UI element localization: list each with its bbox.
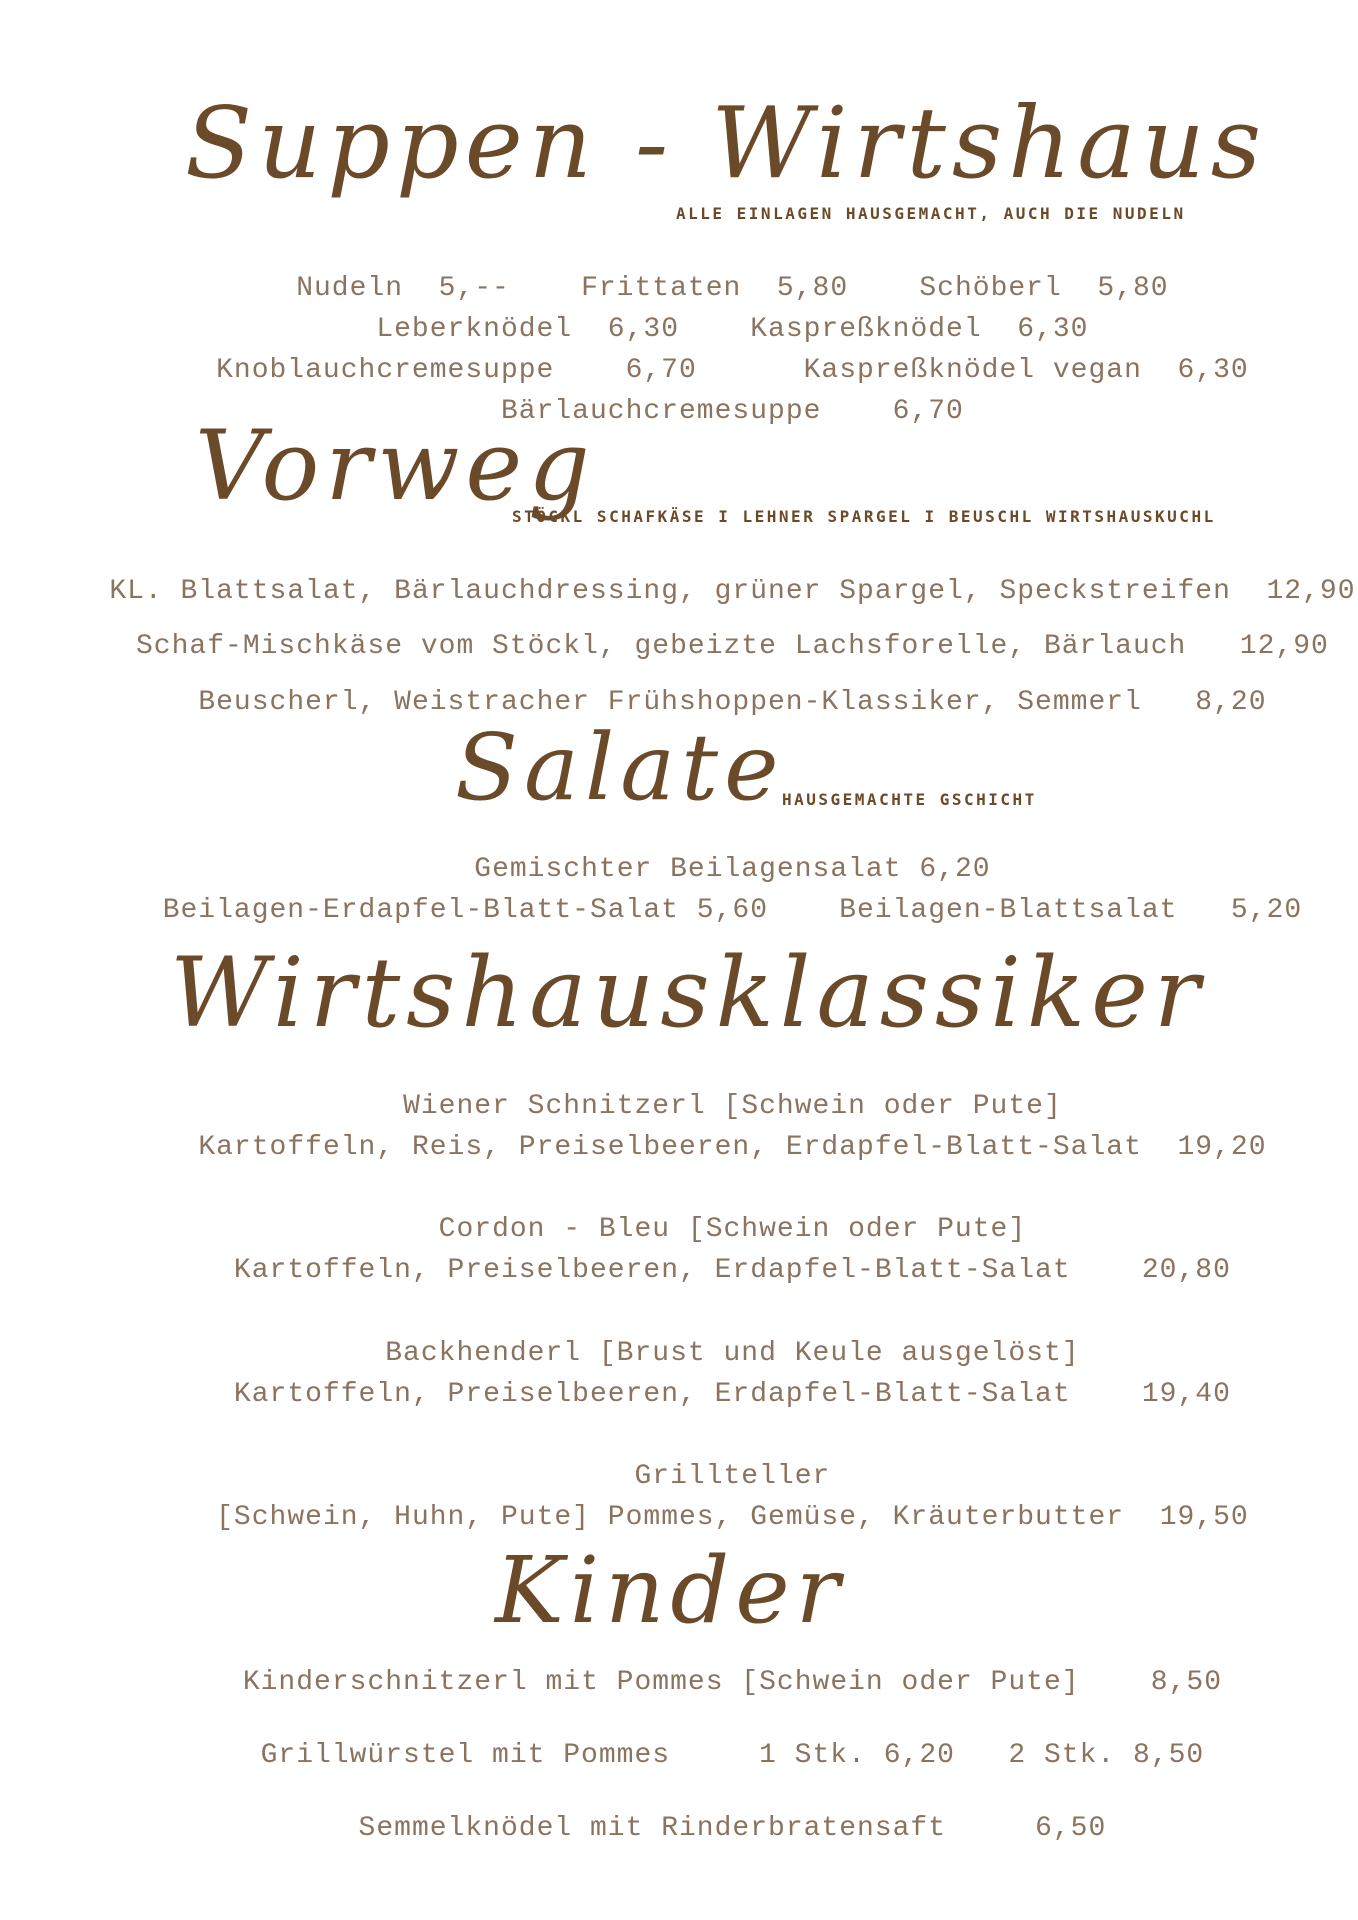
- item-price: 12,90: [1266, 576, 1356, 607]
- item-name: Frittaten: [581, 273, 742, 304]
- item-price: 6,50: [1035, 1813, 1107, 1844]
- item-price: 8,50: [1150, 1667, 1222, 1698]
- item-name: Wiener Schnitzerl [Schwein oder Pute]: [403, 1091, 1062, 1122]
- item-name: Kaspreßknödel: [750, 314, 982, 345]
- klassiker-item-2-sides: [0, 1224, 1358, 1317]
- item-qty: 1 Stk.: [759, 1740, 866, 1771]
- item-sides: Kartoffeln, Preiselbeeren, Erdapfel-Blatt-Salat: [233, 1255, 1071, 1286]
- item-name: Grillteller: [634, 1461, 831, 1492]
- item-name: Schaf-Mischkäse vom Stöckl, gebeizte Lachsforelle, Bärlauch: [136, 631, 1187, 662]
- item-name: Kaspreßknödel vegan: [803, 355, 1142, 386]
- item-name: Bärlauchcremesuppe: [500, 396, 822, 427]
- kinder-row-3: [0, 1782, 1358, 1875]
- item-price: 8,20: [1195, 687, 1267, 718]
- item-name: KL. Blattsalat, Bärlauchdressing, grüner Spargel, Speckstreifen: [109, 576, 1231, 607]
- item-name: Gemischter Beilagensalat: [474, 854, 902, 885]
- item-sides: [Schwein, Huhn, Pute] Pommes, Gemüse, Kräuterbutter: [216, 1502, 1125, 1533]
- item-price: 19,40: [1141, 1379, 1231, 1410]
- item-name: Beilagen-Erdapfel-Blatt-Salat: [162, 895, 679, 926]
- item-price: 5,20: [1230, 895, 1303, 926]
- item-price: 6,70: [892, 396, 964, 427]
- klassiker-item-1-sides: [0, 1101, 1358, 1194]
- suppen-title: Suppen - Wirtshaus: [185, 87, 1268, 201]
- item-price: 6,20: [919, 854, 991, 885]
- item-price: 5,--: [438, 273, 510, 304]
- suppen-tagline: ALLE EINLAGEN HAUSGEMACHT, AUCH DIE NUDELN: [676, 204, 1186, 223]
- item-name: Kinderschnitzerl mit Pommes [Schwein oder Pute]: [242, 1667, 1080, 1698]
- item-price: 5,80: [776, 273, 849, 304]
- item-price: 19,20: [1177, 1132, 1267, 1163]
- item-price: 12,90: [1239, 631, 1329, 662]
- item-price: 6,70: [625, 355, 697, 386]
- item-name: Knoblauchcremesuppe: [216, 355, 555, 386]
- item-name: Semmelknödel mit Rinderbratensaft: [358, 1813, 947, 1844]
- item-name: Beuscherl, Weistracher Frühshoppen-Klassiker, Semmerl: [198, 687, 1142, 718]
- klassiker-title: Wirtshausklassiker: [170, 937, 1206, 1049]
- item-name: Grillwürstel mit Pommes: [260, 1740, 671, 1771]
- item-price: 6,30: [1017, 314, 1089, 345]
- item-name: Leberknödel: [376, 314, 573, 345]
- item-sides: Kartoffeln, Preiselbeeren, Erdapfel-Blatt-Salat: [233, 1379, 1071, 1410]
- kinder-title: Kinder: [495, 1537, 846, 1644]
- item-name: Nudeln: [296, 273, 404, 304]
- item-name: Beilagen-Blattsalat: [839, 895, 1178, 926]
- vorweg-tagline: STÖCKL SCHAFKÄSE I LEHNER SPARGEL I BEUSCHL WIRTSHAUSKUCHL: [512, 507, 1216, 526]
- item-price: 6,30: [1177, 355, 1249, 386]
- item-price: 8,50: [1133, 1740, 1205, 1771]
- item-name: Backhenderl [Brust und Keule ausgelöst]: [385, 1338, 1080, 1369]
- item-name: Cordon - Bleu [Schwein oder Pute]: [438, 1214, 1027, 1245]
- item-price: 5,60: [696, 895, 768, 926]
- salate-tagline: HAUSGEMACHTE GSCHICHT: [782, 790, 1037, 809]
- vorweg-title: Vorweg: [195, 410, 596, 522]
- item-price: 19,50: [1159, 1502, 1249, 1533]
- salate-title: Salate: [455, 714, 785, 821]
- item-price: 6,30: [607, 314, 679, 345]
- klassiker-item-3-sides: [0, 1348, 1358, 1441]
- item-price: 20,80: [1141, 1255, 1231, 1286]
- item-name: Schöberl: [919, 273, 1062, 304]
- item-price: 6,20: [883, 1740, 955, 1771]
- item-sides: Kartoffeln, Reis, Preiselbeeren, Erdapfel-Blatt-Salat: [198, 1132, 1142, 1163]
- item-price: 5,80: [1097, 273, 1169, 304]
- item-qty: 2 Stk.: [1008, 1740, 1116, 1771]
